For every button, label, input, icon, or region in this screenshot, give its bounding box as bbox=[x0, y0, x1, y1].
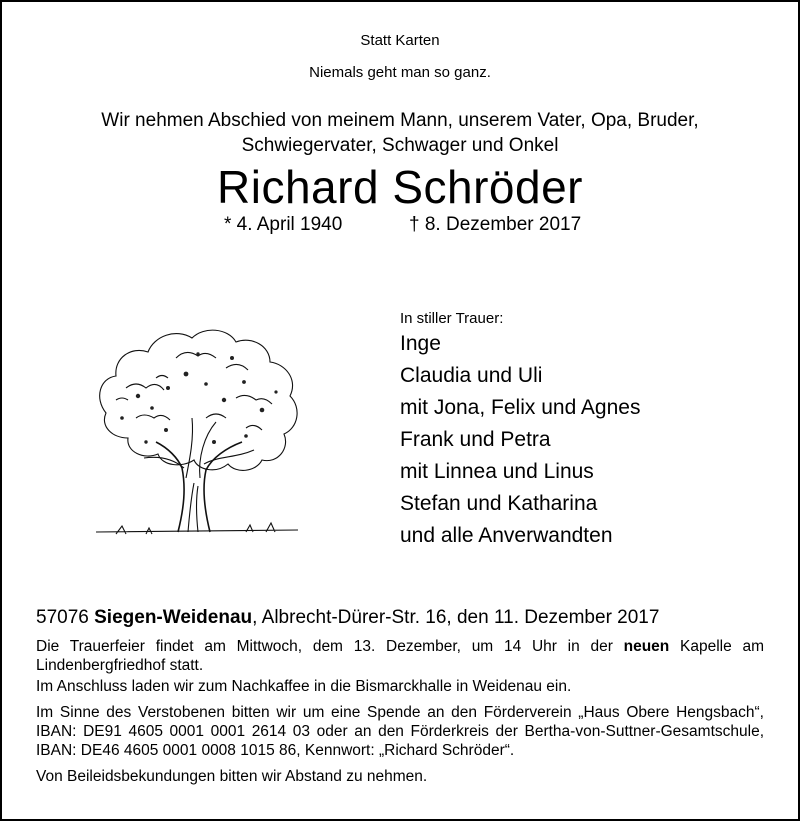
birth-date: * 4. April 1940 bbox=[224, 214, 343, 235]
mourner-name: mit Jona, Felix und Agnes bbox=[400, 396, 641, 419]
city: Siegen-Weidenau bbox=[94, 607, 253, 628]
deceased-name: Richard Schröder bbox=[217, 161, 583, 213]
mourner-name: und alle Anverwandten bbox=[400, 524, 613, 547]
funeral-text-bold: neuen bbox=[623, 638, 670, 655]
mourner-name: Frank und Petra bbox=[400, 428, 551, 451]
reception-paragraph: Im Anschluss laden wir zum Nachkaffee in die Bismarckhalle in Weidenau ein. bbox=[36, 678, 572, 695]
mourner-name: Inge bbox=[400, 332, 441, 355]
mourner-name: Stefan und Katharina bbox=[400, 492, 598, 515]
funeral-text-b: Kapelle am Lindenbergfriedhof statt. bbox=[36, 638, 765, 674]
mourner-name: Claudia und Uli bbox=[400, 364, 543, 387]
intro-line-1: Wir nehmen Abschied von meinem Mann, unserem Vater, Opa, Bruder, bbox=[101, 110, 699, 131]
motto-text: Niemals geht man so ganz. bbox=[309, 64, 491, 81]
street-and-date: , Albrecht-Dürer-Str. 16, den 11. Dezember 2017 bbox=[252, 607, 660, 628]
donation-paragraph: Im Sinne des Verstobenen bitten wir um eine Spende an den Förderverein „Haus Obere Hengsbach“, IBAN: DE91 4605 0001 0001 2614 03 oder an den Förderkreis der Bertha-von-Suttner-Gesamtschule, IBAN: DE46 4605 0001 0008 1015 86, Kennwort: „Richard Schröder“. bbox=[36, 704, 764, 759]
address-line bbox=[36, 607, 659, 629]
funeral-paragraph bbox=[36, 637, 764, 675]
tree-illustration-icon bbox=[86, 318, 308, 546]
mourner-name: mit Linnea und Linus bbox=[400, 460, 594, 483]
mourners-list bbox=[400, 328, 640, 552]
funeral-text-a: Die Trauerfeier findet am Mittwoch, dem 13. Dezember, um 14 Uhr in der bbox=[36, 638, 613, 655]
death-date: † 8. Dezember 2017 bbox=[409, 214, 582, 235]
intro-line-2: Schwiegervater, Schwager und Onkel bbox=[241, 135, 559, 156]
condolence-paragraph: Von Beileidsbekundungen bitten wir Abstand zu nehmen. bbox=[36, 768, 428, 785]
postcode: 57076 bbox=[36, 607, 89, 628]
mourners-heading: In stiller Trauer: bbox=[400, 310, 504, 327]
statt-karten-label: Statt Karten bbox=[360, 32, 440, 49]
